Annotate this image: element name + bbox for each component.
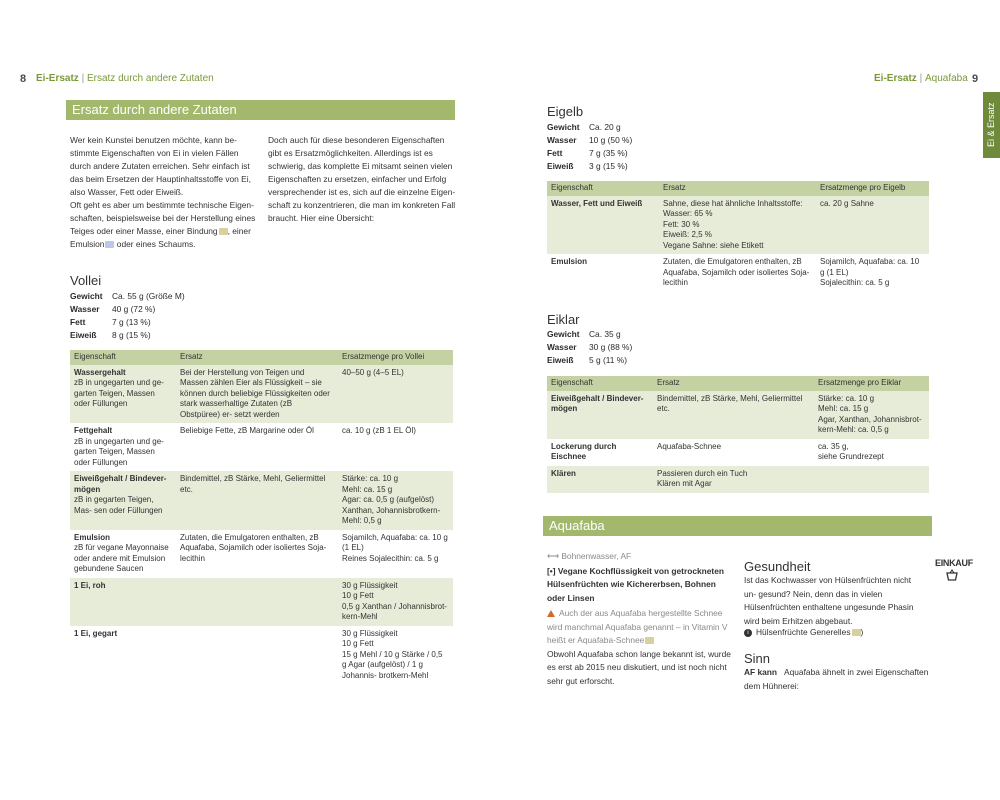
sinn-heading: Sinn: [744, 651, 771, 666]
fact-row: [547, 134, 632, 147]
eigenschaft-cell: Emulsion zB für vegane Mayonnaise oder andere mit Emulsion gebundene Saucen: [74, 532, 169, 573]
running-head-main: Ei-Ersatz: [874, 73, 917, 84]
column-header: Ersatzmenge pro Eigelb: [816, 181, 929, 196]
table-header-row: [70, 350, 453, 365]
column-header: Eigenschaft: [547, 181, 659, 196]
fact-row: [547, 328, 632, 341]
menge-cell: ca. 35 g, siehe Grundrezept: [818, 441, 884, 461]
intro-line: versprechender ist es, sich auf die einzelne Eigen-: [268, 187, 456, 197]
eiklar-facts: [547, 328, 632, 367]
ersatz-cell: [176, 578, 338, 626]
eigenschaft-cell: Wassergehalt zB in ungegarten und ge- garten Teigen, Massen oder Füllungen: [70, 365, 176, 424]
intro-line: also Wasser, Fett oder Eiweiß.: [70, 187, 184, 197]
eigenschaft-cell: Eiweißgehalt / Bindever- mögen zB in gegarten Teigen, Mas- sen oder Füllungen: [70, 471, 176, 530]
synonym-arrows-icon: ⟷: [547, 551, 562, 561]
fact-row: [547, 341, 632, 354]
intro-text: oder eines Schaums.: [116, 239, 196, 249]
left-running-head: [36, 73, 214, 84]
ersatz-cell: Zutaten, die Emulgatoren enthalten, zB Aquafaba, Sojamilch oder isoliertes Soja- lecithin: [180, 532, 327, 563]
warning-text: Auch der aus Aquafaba hergestellte Schnee wird manchmal Aquafaba genannt – in Vitamin V heißt er Aquafaba-Schnee: [547, 608, 728, 645]
intro-line: schaften, beispielsweise bei der Herstellung eines: [70, 213, 256, 223]
vollei-table: [70, 350, 453, 684]
ersatz-cell: Bindemittel, zB Stärke, Mehl, Geliermittel etc.: [653, 391, 814, 439]
vollei-heading: Vollei: [70, 273, 102, 288]
einkauf-badge: [935, 558, 973, 586]
einkauf-label: EINKAUF: [935, 558, 973, 568]
running-head-sep: |: [81, 73, 85, 84]
running-head-sub: Aquafaba: [924, 73, 968, 84]
cross-reference-icon[interactable]: [219, 228, 228, 235]
fact-key: Gewicht: [70, 291, 103, 301]
gesundheit-heading: Gesundheit: [744, 559, 811, 574]
fact-value: 3 g (15 %): [589, 161, 628, 171]
fact-key: Eiweiß: [547, 355, 574, 365]
left-page-number: 8: [20, 73, 27, 85]
intro-line: Wer kein Kunstei benutzen möchte, kann be-: [70, 135, 237, 145]
fact-row: [547, 147, 632, 160]
table-row: [547, 196, 929, 255]
intro-line: das beim Ersetzen der Hauptinhaltsstoffe von Ei,: [70, 174, 251, 184]
running-head-main: Ei-Ersatz: [36, 73, 79, 84]
eigenschaft-cell: Fettgehalt zB in ungegarten und ge- garten Teigen, Massen oder Füllungen: [74, 426, 164, 467]
intro-line: gibt es Ersatzmöglichkeiten. Allerdings ist es: [268, 148, 433, 158]
table-row: [70, 530, 453, 578]
menge-cell: 40–50 g (4–5 EL): [338, 365, 453, 424]
eigelb-table: [547, 181, 929, 292]
aquafaba-title-bar: Aquafaba: [543, 516, 932, 536]
ersatz-cell: Passieren durch ein Tuch Klären mit Agar: [653, 466, 814, 493]
fact-value: 10 g (50 %): [589, 135, 633, 145]
right-page-number: 9: [972, 73, 979, 85]
info-icon: i: [744, 629, 752, 637]
intro-column-2: [268, 134, 458, 225]
intro-line: schaft zu konzentrieren, die man im konkreten Fall: [268, 200, 456, 210]
fact-key: Fett: [70, 317, 86, 327]
fact-key: Eiweiß: [70, 330, 97, 340]
table-row: [547, 439, 929, 466]
sinn-text-block: [744, 666, 929, 693]
intro-line: [70, 238, 260, 251]
fact-value: Ca. 55 g (Größe M): [112, 291, 185, 301]
cross-reference-icon[interactable]: [645, 637, 654, 644]
ersatz-cell: Bindemittel, zB Stärke, Mehl, Geliermittel etc.: [176, 471, 338, 530]
menge-cell: ca. 10 g (zB 1 EL Öl): [342, 426, 416, 435]
table-row: [70, 365, 453, 424]
eigenschaft-cell: Eiweißgehalt / Bindever- mögen: [547, 391, 653, 439]
eiklar-table: [547, 376, 929, 493]
eigelb-heading: Eigelb: [547, 104, 584, 119]
ersatz-cell: Zutaten, die Emulgatoren enthalten, zB Aquafaba, Sojamilch oder isoliertes Soja- lecithin: [663, 257, 810, 287]
synonyms-text: Bohnenwasser, AF: [561, 551, 632, 561]
fact-key: Eiweiß: [547, 161, 574, 171]
gesundheit-link-row: i Hülsenfrüchte Generelles ): [744, 626, 924, 640]
fact-row: [70, 290, 185, 303]
shopping-basket-icon: [945, 569, 959, 581]
column-header: Ersatzmenge pro Eiklar: [814, 376, 929, 391]
fact-row: [70, 329, 185, 342]
synonyms-line: [547, 550, 732, 564]
fact-value: 7 g (13 %): [112, 317, 151, 327]
gesundheit-link[interactable]: Hülsenfrüchte Generelles: [756, 627, 851, 637]
menge-cell: [814, 466, 929, 493]
ersatz-cell: Beliebige Fette, zB Margarine oder Öl: [180, 426, 314, 435]
intro-text: Emulsion: [70, 239, 105, 249]
intro-text: Teiges oder einer Masse, einer Bindung: [70, 226, 218, 236]
warning-note: [547, 607, 732, 648]
ersatz-cell: Bei der Herstellung von Teigen und Massen zählen Eier als Flüssigkeit – sie können durch beliebige Flüssigkeiten oder stark wasserhaltige Zutaten (zB Obstpüree) er- setzt werden: [176, 365, 338, 424]
fact-value: Ca. 20 g: [589, 122, 621, 132]
table-row: [547, 466, 929, 493]
intro-line: schwierig, das komplette Ei mitsamt seinen vielen: [268, 161, 453, 171]
table-row: [70, 626, 453, 685]
fact-value: Ca. 35 g: [589, 329, 621, 339]
section-title-bar: Ersatz durch andere Zutaten: [66, 100, 455, 120]
menge-cell: 30 g Flüssigkeit 10 g Fett 15 g Mehl / 10 g Stärke / 0,5 g Agar (aufgelöst) / 1 g Johannis- brotkern-Mehl: [342, 628, 443, 680]
intro-line: durch andere Zutaten erreichen. Sehr einfach ist: [70, 161, 250, 171]
ersatz-cell: Sahne, diese hat ähnliche Inhaltsstoffe: Wasser: 65 % Fett: 30 % Eiweiß: 2,5 % Vegane Sahne: siehe Etikett: [659, 196, 816, 255]
fact-key: Gewicht: [547, 329, 580, 339]
history-text: Obwohl Aquafaba schon lange bekannt ist, wurde es erst ab 2015 neu diskutiert, und ist noch nicht sehr gut erforscht.: [547, 648, 731, 686]
intro-line: braucht. Hier eine Übersicht:: [268, 213, 375, 223]
cross-reference-icon[interactable]: [852, 629, 861, 636]
table-header-row: [547, 376, 929, 391]
definition-marker-icon: [•]: [547, 565, 556, 576]
column-header: Ersatz: [659, 181, 816, 196]
eigenschaft-cell: Klären: [547, 466, 653, 493]
column-header: Ersatz: [653, 376, 814, 391]
menge-cell: Stärke: ca. 10 g Mehl: ca. 15 g Agar, Xanthan, Johannisbrot- kern-Mehl: ca. 0,5 g: [814, 391, 929, 439]
fact-row: [547, 160, 632, 173]
table-row: [70, 471, 453, 530]
menge-cell: ca. 20 g Sahne: [816, 196, 929, 255]
fact-key: Gewicht: [547, 122, 580, 132]
ersatz-cell: [176, 626, 338, 685]
sinn-label: AF kann: [744, 667, 778, 677]
intro-line: Oft geht es aber um bestimmte technische Eigen-: [70, 200, 254, 210]
warning-icon: [547, 610, 555, 617]
menge-cell: Stärke: ca. 10 g Mehl: ca. 15 g Agar: ca. 0,5 g (aufgelöst) Xanthan, Johannisbrotkern- Mehl: 0,5 g: [338, 471, 453, 530]
eigenschaft-cell: 1 Ei, roh: [70, 578, 176, 626]
table-row: [70, 578, 453, 626]
running-head-sub: Ersatz durch andere Zutaten: [86, 73, 214, 84]
intro-line: Eigenschaften zu ersetzen, einfacher und Erfolg: [268, 174, 447, 184]
intro-line: [70, 225, 260, 238]
table-header-row: [547, 181, 929, 196]
running-head-sep: |: [919, 73, 923, 84]
table-row: [547, 254, 929, 292]
fact-value: 8 g (15 %): [112, 330, 151, 340]
aquafaba-left-column: [547, 550, 732, 688]
intro-line: Doch auch für diese besonderen Eigenschaften: [268, 135, 445, 145]
menge-cell: Sojamilch, Aquafaba: ca. 10 g (1 EL) Reines Sojalecithin: ca. 5 g: [342, 532, 448, 563]
fact-value: 7 g (35 %): [589, 148, 628, 158]
eigelb-facts: [547, 121, 632, 173]
fact-value: 5 g (11 %): [589, 355, 628, 365]
fact-row: [70, 316, 185, 329]
fact-key: Wasser: [70, 304, 100, 314]
fact-value: 40 g (72 %): [112, 304, 156, 314]
column-header: Ersatz: [176, 350, 338, 365]
eigenschaft-cell: Lockerung durch Eischnee: [551, 441, 617, 461]
eigenschaft-cell: Emulsion: [551, 257, 588, 266]
cross-reference-icon[interactable]: [105, 241, 114, 248]
right-running-head: [874, 73, 968, 84]
menge-cell: Sojamilch, Aquafaba: ca. 10 g (1 EL) Sojalecithin: ca. 5 g: [820, 257, 920, 287]
eiklar-heading: Eiklar: [547, 312, 580, 327]
intro-text: , einer: [227, 226, 251, 236]
table-row: [70, 423, 453, 471]
vollei-facts: [70, 290, 185, 342]
column-header: Ersatzmenge pro Vollei: [338, 350, 453, 365]
table-row: [547, 391, 929, 439]
column-header: Eigenschaft: [547, 376, 653, 391]
column-header: Eigenschaft: [70, 350, 176, 365]
fact-key: Wasser: [547, 135, 577, 145]
fact-row: [547, 121, 632, 134]
menge-cell: 30 g Flüssigkeit 10 g Fett 0,5 g Xanthan / Johannisbrot- kern-Mehl: [338, 578, 453, 626]
definition-text: Vegane Kochflüssigkeit von getrockneten Hülsenfrüchten wie Kichererbsen, Bohnen oder Linsen: [547, 565, 724, 603]
ersatz-cell: Aquafaba-Schnee: [657, 441, 722, 451]
intro-column-1: [70, 134, 260, 251]
eigenschaft-cell: 1 Ei, gegart: [74, 628, 118, 638]
eigenschaft-cell: Wasser, Fett und Eiweiß: [547, 196, 659, 255]
fact-row: [547, 354, 632, 367]
gesundheit-text: Ist das Kochwasser von Hülsenfrüchten nicht un- gesund? Nein, denn das in vielen Hülsenfrüchten enthaltene ungesunde Phasin wird beim Erhitzen abgebaut.: [744, 575, 914, 626]
side-chapter-tab[interactable]: Ei & Ersatz: [983, 92, 1000, 158]
sinn-text: Aquafaba ähnelt in zwei Eigenschaften dem Hühnerei:: [744, 667, 929, 691]
fact-key: Wasser: [547, 342, 577, 352]
intro-line: stimmte Eigenschaften von Ei in vielen Fällen: [70, 148, 239, 158]
fact-value: 30 g (88 %): [589, 342, 633, 352]
fact-row: [70, 303, 185, 316]
definition: [547, 565, 732, 606]
fact-key: Fett: [547, 148, 563, 158]
